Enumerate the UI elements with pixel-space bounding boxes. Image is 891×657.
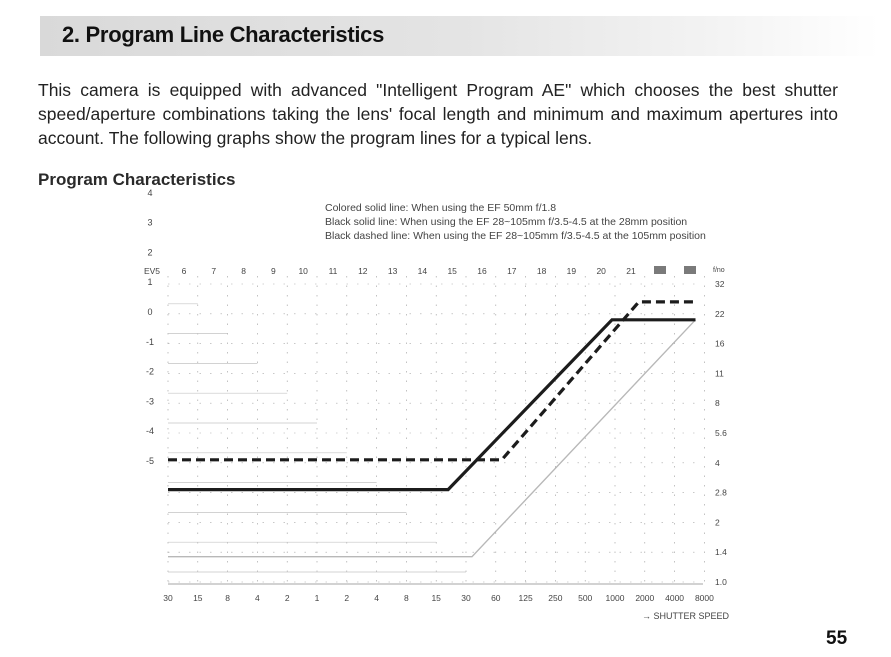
top-ev-label: 9 xyxy=(271,266,276,276)
top-ev-label: 13 xyxy=(387,266,398,276)
aperture-tick-label: 5.6 xyxy=(715,428,727,438)
top-ev-label: 21 xyxy=(626,266,636,276)
aperture-tick-label: 2.8 xyxy=(715,487,727,498)
intro-paragraph: This camera is equipped with advanced "Intelligent Program AE" which chooses the best shutter speed/aperture combinations taking the lens' focal length and minimum and maximum apertures into account. The following graphs show the program lines for a typical lens. xyxy=(38,80,838,148)
x-tick-label: 500 xyxy=(578,593,593,603)
top-ev-label: 8 xyxy=(241,266,246,276)
legend-colored-line: Colored solid line: When using the EF 50mm f/1.8 xyxy=(325,202,557,214)
page-title: 2. Program Line Characteristics xyxy=(62,22,385,47)
x-tick-label: 4000 xyxy=(665,593,685,603)
x-tick-label: 4 xyxy=(255,593,260,603)
x-tick-label: 2 xyxy=(344,593,350,603)
top-ev-label: 7 xyxy=(211,266,217,276)
x-tick-label: 1 xyxy=(314,593,320,603)
y-tick-label: -1 xyxy=(145,336,155,347)
y-tick-label: 2 xyxy=(147,247,153,258)
top-ev-label: EV5 xyxy=(143,266,161,276)
top-ev-label: 17 xyxy=(507,266,517,276)
x-tick-label: 60 xyxy=(491,593,501,603)
x-tick-label: 250 xyxy=(548,593,563,603)
x-tick-label: 8 xyxy=(404,593,409,603)
y-tick-label: 4 xyxy=(147,187,153,198)
x-tick-label: 125 xyxy=(518,593,533,603)
x-tick-label: 4 xyxy=(374,593,379,603)
aperture-tick-label: 8 xyxy=(715,398,720,409)
ev-block-marker xyxy=(654,266,666,274)
y-tick-label: -4 xyxy=(145,426,155,437)
top-ev-label: 15 xyxy=(447,266,457,276)
aperture-tick-label: 11 xyxy=(715,368,724,379)
top-ev-label: 14 xyxy=(417,266,428,276)
top-ev-label: 19 xyxy=(566,266,577,276)
y-tick-label: -5 xyxy=(145,456,155,466)
x-tick-label: 1000 xyxy=(605,593,625,603)
top-ev-label: 16 xyxy=(477,266,487,276)
top-ev-label: 6 xyxy=(181,266,187,276)
x-tick-label: 30 xyxy=(461,593,471,603)
x-tick-label: 2000 xyxy=(635,593,655,603)
section-heading: Program Characteristics xyxy=(38,170,236,189)
aperture-tick-label: 2 xyxy=(715,517,720,528)
top-ev-label: 11 xyxy=(328,266,338,276)
x-tick-label: 8000 xyxy=(694,593,714,603)
y-tick-label: 0 xyxy=(147,307,153,317)
x-tick-label: 2 xyxy=(284,593,290,603)
series-line-black-solid xyxy=(168,320,696,490)
legend-black-solid-line: Black solid line: When using the EF 28~105mm f/3.5-4.5 at the 28mm position xyxy=(325,216,688,228)
aperture-tick-label: 1.4 xyxy=(715,547,727,558)
aperture-tick-label: 1.0 xyxy=(715,577,727,587)
x-tick-label: 30 xyxy=(163,593,173,603)
x-tick-label: 15 xyxy=(431,593,441,603)
y-tick-label: 1 xyxy=(147,277,153,288)
series-line-colored-solid xyxy=(168,320,696,557)
aperture-tick-label: 4 xyxy=(715,457,720,468)
aperture-tick-label: 32 xyxy=(715,279,725,289)
aperture-tick-label: 16 xyxy=(715,338,725,349)
page-number: 55 xyxy=(826,628,848,649)
x-tick-label: 15 xyxy=(193,593,203,603)
top-ev-label: 20 xyxy=(596,266,606,276)
aperture-header: f/no xyxy=(713,267,725,274)
y-tick-label: 3 xyxy=(147,217,153,228)
x-tick-label: 8 xyxy=(225,593,230,603)
ev-block-marker xyxy=(684,266,696,274)
top-ev-label: 18 xyxy=(536,266,547,276)
top-ev-label: 12 xyxy=(358,266,368,276)
series-line-black-dashed xyxy=(168,302,696,460)
x-axis-label: → SHUTTER SPEED xyxy=(641,611,729,621)
aperture-tick-label: 22 xyxy=(715,308,725,319)
y-tick-label: -3 xyxy=(145,396,155,407)
legend-black-dashed-line: Black dashed line: When using the EF 28~105mm f/3.5-4.5 at the 105mm position xyxy=(325,230,706,242)
top-ev-label: 10 xyxy=(298,266,308,276)
y-tick-label: -2 xyxy=(145,366,155,377)
